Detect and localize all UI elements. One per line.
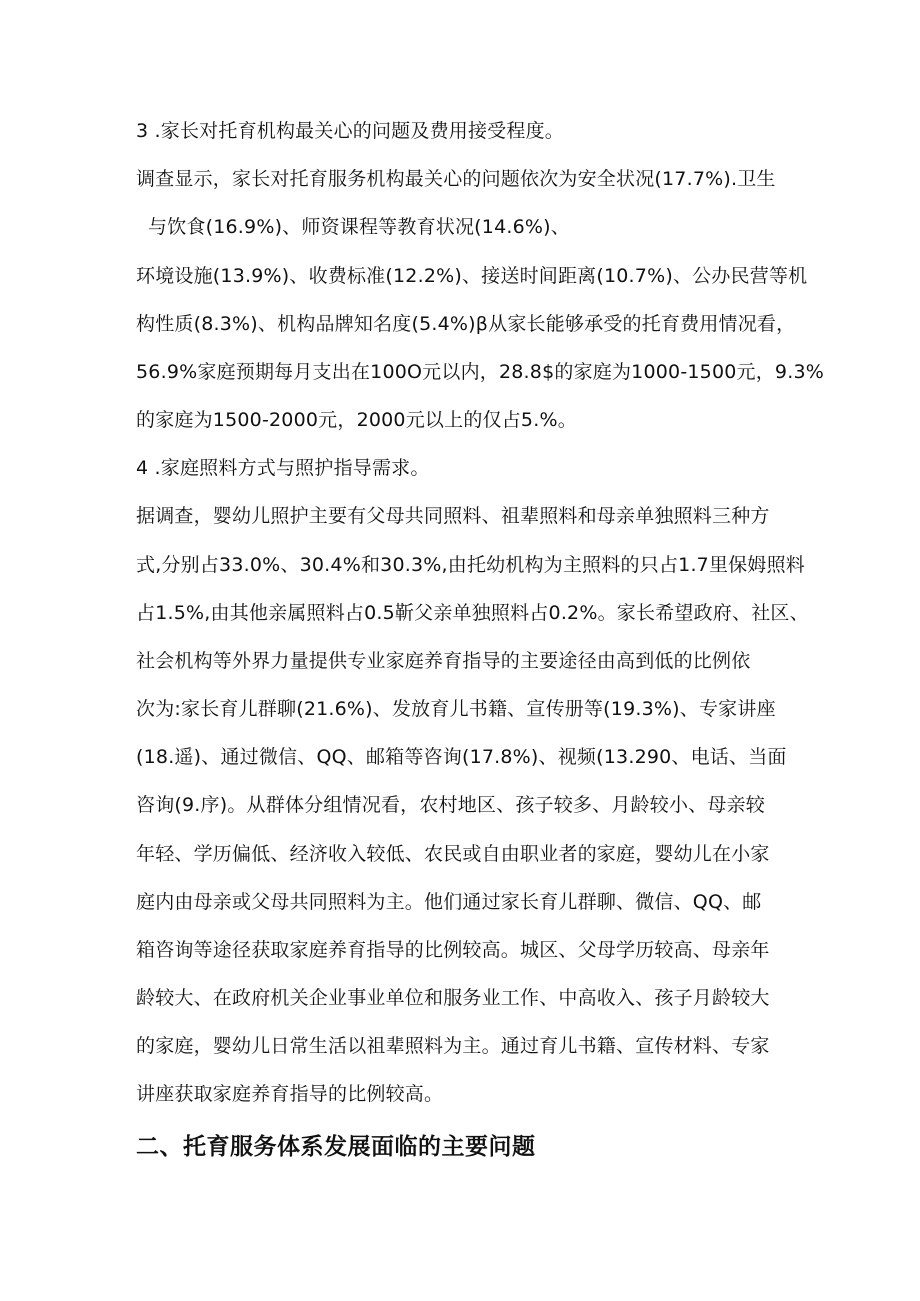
- paragraph-line: 占1.5%,由其他亲属照料占0.5靳父亲单独照料占0.2%。家长希望政府、社区、: [136, 602, 809, 624]
- paragraph-line: 箱咨询等途径获取家庭养育指导的比例较高。城区、父母学历较高、母亲年: [136, 939, 770, 961]
- paragraph-line: 的家庭，婴幼儿日常生活以祖辈照料为主。通过育儿书籍、宣传材料、专家: [136, 1035, 770, 1057]
- paragraph-line: 的家庭为1500-2000元，2000元以上的仅占5.%。: [136, 409, 577, 431]
- paragraph-line: 讲座获取家庭养育指导的比例较高。: [136, 1083, 444, 1105]
- chapter-2-heading: 二、托育服务体系发展面临的主要问题: [136, 1134, 536, 1160]
- paragraph-line: 社会机构等外界力量提供专业家庭养育指导的主要途径由高到低的比例依: [136, 650, 751, 672]
- paragraph-line: 据调查，婴幼儿照护主要有父母共同照料、祖辈照料和母亲单独照料三种方: [136, 505, 770, 527]
- paragraph-line: 调查显示，家长对托育服务机构最关心的问题依次为安全状况(17.7%).卫生: [136, 168, 776, 190]
- paragraph-line: 式,分别占33.0%、30.4%和30.3%,由托幼机构为主照料的只占1.7里保姆照料: [136, 554, 805, 576]
- paragraph-line: 咨询(9.序)。从群体分组情况看，农村地区、孩子较多、月龄较小、母亲较: [136, 794, 765, 816]
- paragraph-line: 环境设施(13.9%)、收费标准(12.2%)、接送时间距离(10.7%)、公办民营等机: [136, 265, 808, 287]
- paragraph-line: (18.遥)、通过微信、QQ、邮箱等咨询(17.8%)、视频(13.290、电话、当面: [136, 746, 787, 768]
- paragraph-line: 庭内由母亲或父母共同照料为主。他们通过家长育儿群聊、微信、QQ、邮: [136, 891, 762, 913]
- section-4-heading: 4 .家庭照料方式与照护指导需求。: [136, 457, 430, 479]
- paragraph-line: 龄较大、在政府机关企业事业单位和服务业工作、中高收入、孩子月龄较大: [136, 987, 770, 1009]
- paragraph-line: 年轻、学历偏低、经济收入较低、农民或自由职业者的家庭，婴幼儿在小家: [136, 843, 770, 865]
- paragraph-line: 构性质(8.3%)、机构品牌知名度(5.4%)β从家长能够承受的托育费用情况看，: [136, 313, 796, 335]
- paragraph-line: 与饮食(16.9%)、师资课程等教育状况(14.6%)、: [148, 216, 570, 238]
- section-3-heading: 3 .家长对托育机构最关心的问题及费用接受程度。: [136, 120, 564, 142]
- paragraph-line: 56.9%家庭预期每月支出在100O元以内，28.8$的家庭为1000-1500元，9.3%: [136, 361, 825, 383]
- paragraph-line: 次为:家长育儿群聊(21.6%)、发放育儿书籍、宣传册等(19.3%)、专家讲座: [136, 698, 776, 720]
